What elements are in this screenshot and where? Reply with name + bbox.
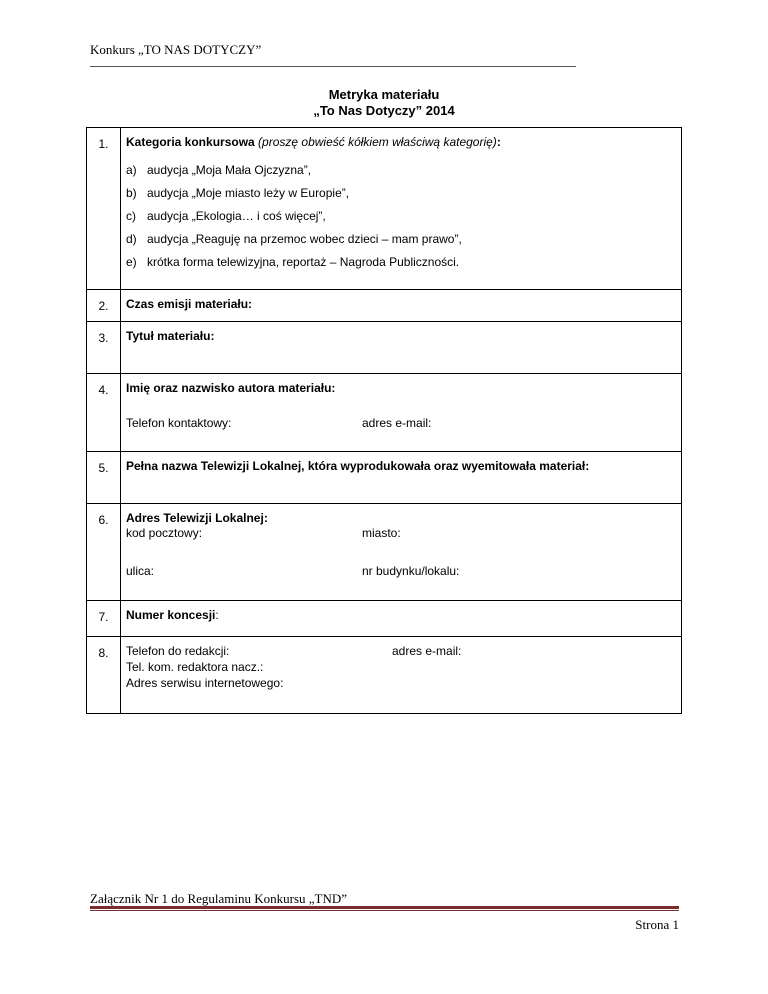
doc-title: Metryka materiału — [328, 87, 440, 102]
category-option-e[interactable]: e) krótka forma telewizyjna, reportaż – Nagroda Publiczności. — [126, 255, 460, 269]
tv-name-field[interactable] — [121, 452, 682, 504]
website-label: Adres serwisu internetowego: — [126, 676, 284, 690]
section-2-num: 2. — [98, 299, 109, 313]
section-6-num: 6. — [98, 513, 109, 527]
section-8 — [87, 637, 682, 714]
page-footer: Załącznik Nr 1 do Regulaminu Konkursu „TND” — [90, 891, 348, 906]
author-email-label: adres e-mail: — [362, 416, 432, 430]
section-4 — [87, 374, 682, 452]
section-4-num: 4. — [98, 383, 109, 397]
building-number-label: nr budynku/lokalu: — [362, 564, 460, 578]
category-label: Kategoria konkursowa — [126, 135, 255, 149]
page-header: Konkurs „TO NAS DOTYCZY” — [90, 42, 262, 57]
category-option-c[interactable]: c) audycja „Ekologia… i coś więcej”, — [126, 209, 326, 223]
section-1 — [87, 128, 682, 290]
footer-rule — [90, 906, 679, 909]
title-field[interactable] — [121, 322, 682, 374]
broadcast-time-label: Czas emisji materiału: — [126, 297, 253, 311]
section-8-num: 8. — [98, 646, 109, 660]
section-5 — [87, 452, 682, 504]
street-label: ulica: — [126, 564, 155, 578]
section-7-num: 7. — [98, 610, 109, 624]
header-rule — [90, 66, 576, 67]
category-hint: (proszę obwieść kółkiem właściwą kategorię) — [258, 135, 497, 149]
tv-name-label: Pełna nazwa Telewizji Lokalnej, która wyprodukowała oraz wyemitowała materiał: — [126, 459, 590, 473]
license-number-field[interactable]: Numer koncesji: — [121, 601, 682, 637]
metryka-form — [86, 127, 682, 714]
category-heading — [126, 135, 677, 149]
category-option-d[interactable]: d) audycja „Reaguję na przemoc wobec dzieci – mam prawo”, — [126, 232, 462, 246]
section-3-num: 3. — [98, 331, 109, 345]
tv-address-label: Adres Telewizji Lokalnej: — [126, 511, 268, 525]
author-name-label: Imię oraz nazwisko autora materiału: — [126, 381, 336, 395]
license-number-label: Numer koncesji — [126, 608, 216, 622]
category-colon: : — [496, 135, 501, 149]
author-phone-label: Telefon kontaktowy: — [126, 416, 232, 430]
material-title-label: Tytuł materiału: — [126, 329, 215, 343]
postal-code-label: kod pocztowy: — [126, 526, 203, 540]
page-number: Strona 1 — [635, 917, 679, 932]
category-option-b[interactable]: b) audycja „Moje miasto leży w Europie”, — [126, 186, 350, 200]
editor-mobile-label: Tel. kom. redaktora nacz.: — [126, 660, 264, 674]
category-option-a[interactable]: a) audycja „Moja Mała Ojczyzna”, — [126, 163, 312, 177]
doc-subtitle: „To Nas Dotyczy” 2014 — [313, 103, 455, 118]
section-3 — [87, 322, 682, 374]
section-5-num: 5. — [98, 461, 109, 475]
section-1-num: 1. — [98, 137, 109, 151]
editorial-email-label: adres e-mail: — [392, 644, 462, 658]
city-label: miasto: — [362, 526, 401, 540]
broadcast-time-field[interactable] — [121, 290, 682, 322]
footer-rule-thin — [90, 910, 679, 911]
section-6 — [87, 504, 682, 601]
section-7 — [87, 601, 682, 637]
section-2 — [87, 290, 682, 322]
category-options — [126, 163, 677, 278]
editorial-phone-label: Telefon do redakcji: — [126, 644, 230, 658]
